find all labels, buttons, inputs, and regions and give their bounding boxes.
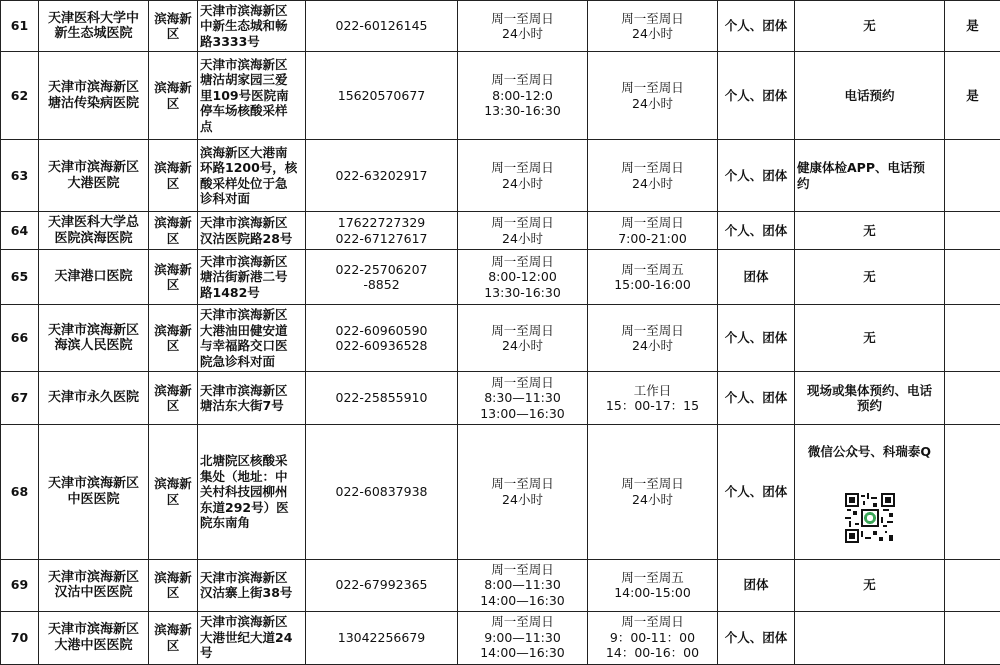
report-time: 周一至周日 24小时 — [588, 52, 718, 140]
table-row — [1, 611, 1000, 664]
service-type: 个人、团体 — [718, 52, 795, 140]
district: 滨海新 区 — [149, 611, 198, 664]
booking-cell — [795, 425, 945, 560]
hospital-name: 天津港口医院 — [39, 250, 149, 305]
service-type: 个人、团体 — [718, 1, 795, 52]
report-time: 周一至周五 14:00-15:00 — [588, 559, 718, 611]
table-row — [1, 425, 1000, 560]
phone: 15620570677 — [306, 52, 458, 140]
phone: 022-25706207 -8852 — [306, 250, 458, 305]
row-number: 61 — [1, 1, 39, 52]
booking-method — [795, 611, 945, 664]
qr-code-icon[interactable] — [845, 478, 895, 528]
address: 天津市滨海新区 塘沽胡家园三爱 里109号医院南 停车场核酸采样 点 — [198, 52, 306, 140]
extra-flag: 是 — [945, 52, 1000, 140]
table-row — [1, 140, 1000, 212]
service-type: 团体 — [718, 250, 795, 305]
row-number: 69 — [1, 559, 39, 611]
row-number: 64 — [1, 212, 39, 250]
row-number: 65 — [1, 250, 39, 305]
phone: 022-63202917 — [306, 140, 458, 212]
address: 天津市滨海新区 汉沽医院路28号 — [198, 212, 306, 250]
district: 滨海新 区 — [149, 559, 198, 611]
address: 天津市滨海新区 塘沽街新港二号 路1482号 — [198, 250, 306, 305]
table-row — [1, 305, 1000, 372]
table-row — [1, 212, 1000, 250]
report-time: 周一至周日 9：00-11：00 14：00-16：00 — [588, 611, 718, 664]
phone: 022-60960590 022-60936528 — [306, 305, 458, 372]
service-type: 个人、团体 — [718, 425, 795, 560]
extra-flag — [945, 305, 1000, 372]
hospital-name: 天津市滨海新区 大港中医医院 — [39, 611, 149, 664]
report-time: 周一至周五 15:00-16:00 — [588, 250, 718, 305]
booking-method: 无 — [795, 212, 945, 250]
row-number: 70 — [1, 611, 39, 664]
sampling-time: 周一至周日 24小时 — [458, 305, 588, 372]
report-time: 周一至周日 24小时 — [588, 140, 718, 212]
district: 滨海新 区 — [149, 305, 198, 372]
service-type: 个人、团体 — [718, 212, 795, 250]
hospital-name: 天津医科大学中 新生态城医院 — [39, 1, 149, 52]
sampling-time: 周一至周日 24小时 — [458, 140, 588, 212]
service-type: 个人、团体 — [718, 372, 795, 425]
report-time: 周一至周日 24小时 — [588, 305, 718, 372]
sampling-time: 周一至周日 8:00—11:30 14:00—16:30 — [458, 559, 588, 611]
address: 滨海新区大港南 环路1200号，核 酸采样处位于急 诊科对面 — [198, 140, 306, 212]
phone: 022-60837938 — [306, 425, 458, 560]
sampling-time: 周一至周日 8:00-12:0 13:30-16:30 — [458, 52, 588, 140]
booking-method: 现场或集体预约、电话 预约 — [795, 372, 945, 425]
sampling-time: 周一至周日 8:00-12:00 13:30-16:30 — [458, 250, 588, 305]
table-row — [1, 250, 1000, 305]
address: 天津市滨海新区 大港油田健安道 与幸福路交口医 院急诊科对面 — [198, 305, 306, 372]
district: 滨海新 区 — [149, 212, 198, 250]
table-row — [1, 559, 1000, 611]
booking-method: 微信公众号、科瑞泰Q — [797, 444, 942, 460]
booking-method: 无 — [795, 305, 945, 372]
district: 滨海新 区 — [149, 425, 198, 560]
extra-flag — [945, 372, 1000, 425]
row-number: 67 — [1, 372, 39, 425]
service-type: 个人、团体 — [718, 611, 795, 664]
district: 滨海新 区 — [149, 372, 198, 425]
row-number: 63 — [1, 140, 39, 212]
booking-method: 无 — [795, 250, 945, 305]
phone: 17622727329 022-67127617 — [306, 212, 458, 250]
booking-method: 电话预约 — [795, 52, 945, 140]
hospital-name: 天津市滨海新区 海滨人民医院 — [39, 305, 149, 372]
sampling-time: 周一至周日 9:00—11:30 14:00—16:30 — [458, 611, 588, 664]
service-type: 个人、团体 — [718, 140, 795, 212]
district: 滨海新 区 — [149, 250, 198, 305]
extra-flag — [945, 250, 1000, 305]
hospital-name: 天津市永久医院 — [39, 372, 149, 425]
address: 天津市滨海新区 塘沽东大街7号 — [198, 372, 306, 425]
sampling-time: 周一至周日 24小时 — [458, 425, 588, 560]
extra-flag — [945, 140, 1000, 212]
extra-flag: 是 — [945, 1, 1000, 52]
district: 滨海新 区 — [149, 140, 198, 212]
booking-method: 健康体检APP、电话预 约 — [795, 140, 945, 212]
phone: 022-25855910 — [306, 372, 458, 425]
report-time: 工作日 15：00-17：15 — [588, 372, 718, 425]
row-number: 62 — [1, 52, 39, 140]
sampling-time: 周一至周日 24小时 — [458, 1, 588, 52]
row-number: 68 — [1, 425, 39, 560]
hospital-name: 天津市滨海新区 中医医院 — [39, 425, 149, 560]
sampling-time: 周一至周日 24小时 — [458, 212, 588, 250]
extra-flag — [945, 559, 1000, 611]
table-row — [1, 1, 1000, 52]
booking-method: 无 — [795, 1, 945, 52]
extra-flag — [945, 212, 1000, 250]
phone: 022-60126145 — [306, 1, 458, 52]
address: 天津市滨海新区 大港世纪大道24 号 — [198, 611, 306, 664]
hospital-name: 天津市滨海新区 汉沽中医医院 — [39, 559, 149, 611]
phone: 13042256679 — [306, 611, 458, 664]
row-number: 66 — [1, 305, 39, 372]
address: 北塘院区核酸采 集处（地址：中 关村科技园柳州 东道292号）医 院东南角 — [198, 425, 306, 560]
hospital-name: 天津市滨海新区 大港医院 — [39, 140, 149, 212]
table-row — [1, 372, 1000, 425]
phone: 022-67992365 — [306, 559, 458, 611]
district: 滨海新 区 — [149, 52, 198, 140]
district: 滨海新 区 — [149, 1, 198, 52]
service-type: 团体 — [718, 559, 795, 611]
table-row — [1, 52, 1000, 140]
hospital-name: 天津医科大学总 医院滨海医院 — [39, 212, 149, 250]
report-time: 周一至周日 7:00-21:00 — [588, 212, 718, 250]
report-time: 周一至周日 24小时 — [588, 1, 718, 52]
report-time: 周一至周日 24小时 — [588, 425, 718, 560]
address: 天津市滨海新区 中新生态城和畅 路3333号 — [198, 1, 306, 52]
service-type: 个人、团体 — [718, 305, 795, 372]
sampling-time: 周一至周日 8:30—11:30 13:00—16:30 — [458, 372, 588, 425]
booking-method: 无 — [795, 559, 945, 611]
extra-flag — [945, 611, 1000, 664]
extra-flag — [945, 425, 1000, 560]
address: 天津市滨海新区 汉沽寨上街38号 — [198, 559, 306, 611]
hospital-name: 天津市滨海新区 塘沽传染病医院 — [39, 52, 149, 140]
